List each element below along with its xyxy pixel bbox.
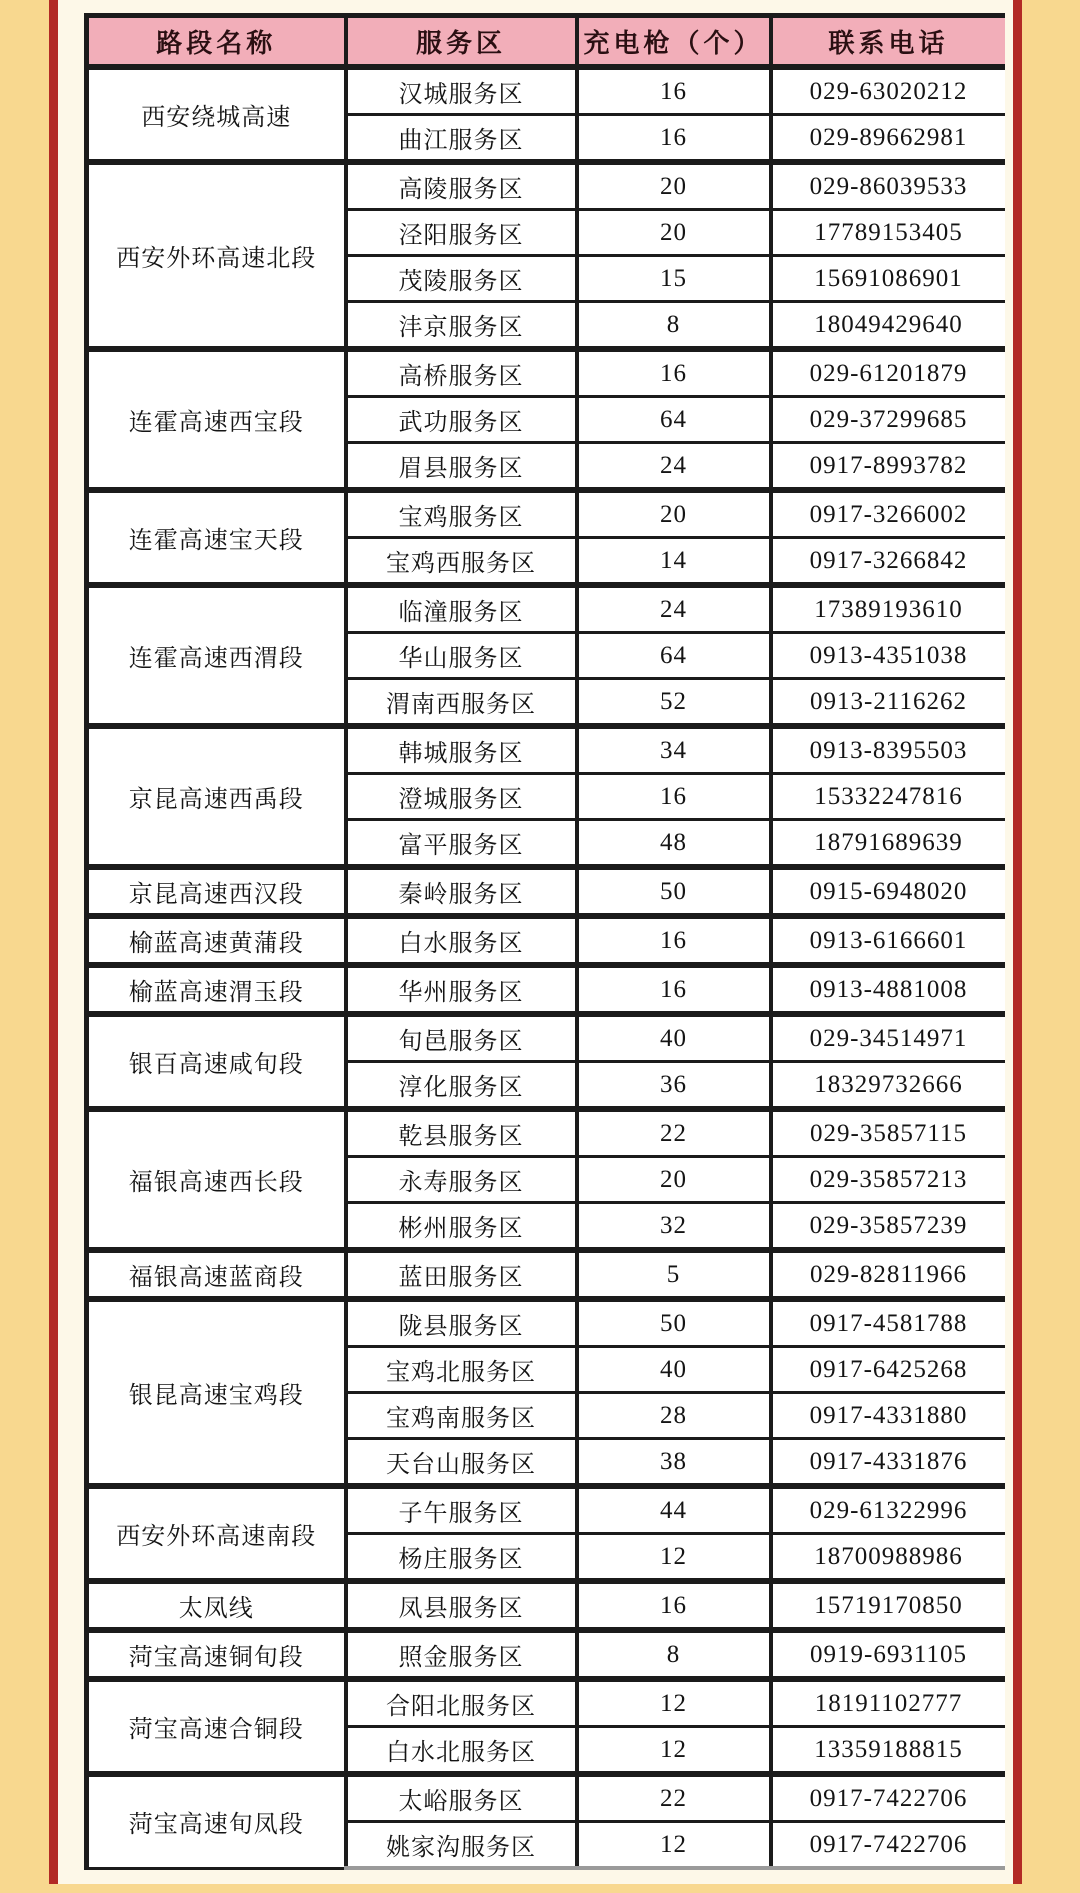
gun-count-cell: 24 [577,585,771,633]
table-row [87,67,1005,115]
contact-phone-cell: 0917-3266002 [771,490,1005,538]
road-section-cell: 菏宝高速旬凤段 [87,1774,346,1868]
gun-count-cell: 16 [577,115,771,163]
table-row [87,1679,1005,1727]
contact-phone-cell: 18700988986 [771,1534,1005,1582]
gun-count-cell: 12 [577,1679,771,1727]
gun-count-cell: 50 [577,867,771,916]
table-row [87,965,1005,1014]
gun-count-cell: 32 [577,1203,771,1251]
gun-count-cell: 20 [577,1157,771,1203]
gun-count-cell: 14 [577,538,771,586]
contact-phone-cell: 029-37299685 [771,397,1005,443]
service-area-cell: 杨庄服务区 [346,1534,577,1582]
table-row [87,916,1005,965]
col-header-service-area: 服务区 [346,16,577,68]
road-section-cell: 菏宝高速铜旬段 [87,1630,346,1679]
gun-count-cell: 12 [577,1822,771,1869]
table-row [87,726,1005,774]
road-section-cell: 榆蓝高速黄蒲段 [87,916,346,965]
service-area-cell: 旬邑服务区 [346,1014,577,1062]
charging-stations-table [84,13,1005,1870]
contact-phone-cell: 0913-2116262 [771,679,1005,727]
gun-count-cell: 20 [577,210,771,256]
service-area-cell: 富平服务区 [346,820,577,868]
gun-count-cell: 44 [577,1486,771,1534]
table-row [87,585,1005,633]
road-section-cell: 西安外环高速北段 [87,162,346,349]
road-section-cell: 连霍高速西宝段 [87,349,346,490]
service-area-cell: 蓝田服务区 [346,1250,577,1299]
service-area-cell: 陇县服务区 [346,1299,577,1347]
gun-count-cell: 16 [577,965,771,1014]
table-row [87,1014,1005,1062]
service-area-cell: 汉城服务区 [346,67,577,115]
service-area-cell: 宝鸡服务区 [346,490,577,538]
gun-count-cell: 64 [577,397,771,443]
service-area-cell: 宝鸡南服务区 [346,1393,577,1439]
contact-phone-cell: 18791689639 [771,820,1005,868]
gun-count-cell: 5 [577,1250,771,1299]
service-area-cell: 淳化服务区 [346,1062,577,1110]
service-area-cell: 茂陵服务区 [346,256,577,302]
gun-count-cell: 52 [577,679,771,727]
service-area-cell: 韩城服务区 [346,726,577,774]
road-section-cell: 银百高速咸旬段 [87,1014,346,1109]
service-area-cell: 临潼服务区 [346,585,577,633]
table-row [87,1109,1005,1157]
contact-phone-cell: 029-35857239 [771,1203,1005,1251]
contact-phone-cell: 0913-6166601 [771,916,1005,965]
service-area-cell: 合阳北服务区 [346,1679,577,1727]
contact-phone-cell: 0913-8395503 [771,726,1005,774]
service-area-cell: 宝鸡北服务区 [346,1347,577,1393]
road-section-cell: 福银高速西长段 [87,1109,346,1250]
service-area-cell: 澄城服务区 [346,774,577,820]
col-header-contact-phone: 联系电话 [771,16,1005,68]
road-section-cell: 榆蓝高速渭玉段 [87,965,346,1014]
road-section-cell: 福银高速蓝商段 [87,1250,346,1299]
table-row [87,1581,1005,1630]
service-area-cell: 泾阳服务区 [346,210,577,256]
road-section-cell: 西安绕城高速 [87,67,346,162]
service-area-cell: 白水北服务区 [346,1727,577,1775]
gun-count-cell: 12 [577,1534,771,1582]
service-area-cell: 渭南西服务区 [346,679,577,727]
table-row [87,490,1005,538]
gun-count-cell: 40 [577,1014,771,1062]
service-area-cell: 子午服务区 [346,1486,577,1534]
service-area-cell: 沣京服务区 [346,302,577,350]
gun-count-cell: 38 [577,1439,771,1487]
contact-phone-cell: 029-63020212 [771,67,1005,115]
contact-phone-cell: 18191102777 [771,1679,1005,1727]
contact-phone-cell: 0913-4881008 [771,965,1005,1014]
contact-phone-cell: 029-89662981 [771,115,1005,163]
service-area-cell: 天台山服务区 [346,1439,577,1487]
contact-phone-cell: 029-35857213 [771,1157,1005,1203]
service-area-cell: 永寿服务区 [346,1157,577,1203]
service-area-cell: 华山服务区 [346,633,577,679]
service-area-cell: 秦岭服务区 [346,867,577,916]
table-row [87,1250,1005,1299]
contact-phone-cell: 15719170850 [771,1581,1005,1630]
gun-count-cell: 16 [577,916,771,965]
contact-phone-cell: 029-34514971 [771,1014,1005,1062]
col-header-charging-guns: 充电枪（个） [577,16,771,68]
table-header [87,16,1005,68]
contact-phone-cell: 029-82811966 [771,1250,1005,1299]
gun-count-cell: 36 [577,1062,771,1110]
service-area-cell: 眉县服务区 [346,443,577,491]
contact-phone-cell: 0917-8993782 [771,443,1005,491]
road-section-cell: 连霍高速西渭段 [87,585,346,726]
gun-count-cell: 24 [577,443,771,491]
contact-phone-cell: 029-35857115 [771,1109,1005,1157]
gun-count-cell: 22 [577,1109,771,1157]
table-row [87,349,1005,397]
service-area-cell: 乾县服务区 [346,1109,577,1157]
service-area-cell: 华州服务区 [346,965,577,1014]
contact-phone-cell: 15691086901 [771,256,1005,302]
service-area-cell: 白水服务区 [346,916,577,965]
service-area-cell: 宝鸡西服务区 [346,538,577,586]
contact-phone-cell: 18049429640 [771,302,1005,350]
gun-count-cell: 34 [577,726,771,774]
contact-phone-cell: 0917-4331880 [771,1393,1005,1439]
service-area-cell: 高桥服务区 [346,349,577,397]
col-header-road-section: 路段名称 [87,16,346,68]
table-row [87,867,1005,916]
contact-phone-cell: 029-86039533 [771,162,1005,210]
table-row [87,1774,1005,1822]
contact-phone-cell: 18329732666 [771,1062,1005,1110]
gun-count-cell: 48 [577,820,771,868]
table-body [87,67,1005,1868]
contact-phone-cell: 0917-4581788 [771,1299,1005,1347]
road-section-cell: 银昆高速宝鸡段 [87,1299,346,1486]
contact-phone-cell: 0917-6425268 [771,1347,1005,1393]
service-area-cell: 彬州服务区 [346,1203,577,1251]
contact-phone-cell: 029-61322996 [771,1486,1005,1534]
table-row [87,1630,1005,1679]
gun-count-cell: 16 [577,67,771,115]
contact-phone-cell: 13359188815 [771,1727,1005,1775]
gun-count-cell: 8 [577,302,771,350]
gun-count-cell: 16 [577,774,771,820]
road-section-cell: 太凤线 [87,1581,346,1630]
gun-count-cell: 40 [577,1347,771,1393]
contact-phone-cell: 17789153405 [771,210,1005,256]
road-section-cell: 西安外环高速南段 [87,1486,346,1581]
table-row [87,1299,1005,1347]
service-area-cell: 姚家沟服务区 [346,1822,577,1869]
road-section-cell: 连霍高速宝天段 [87,490,346,585]
contact-phone-cell: 029-61201879 [771,349,1005,397]
gun-count-cell: 16 [577,349,771,397]
gun-count-cell: 22 [577,1774,771,1822]
contact-phone-cell: 0917-4331876 [771,1439,1005,1487]
contact-phone-cell: 15332247816 [771,774,1005,820]
contact-phone-cell: 0919-6931105 [771,1630,1005,1679]
contact-phone-cell: 0917-7422706 [771,1822,1005,1869]
gun-count-cell: 15 [577,256,771,302]
contact-phone-cell: 0917-7422706 [771,1774,1005,1822]
service-area-cell: 凤县服务区 [346,1581,577,1630]
gun-count-cell: 50 [577,1299,771,1347]
road-section-cell: 京昆高速西汉段 [87,867,346,916]
contact-phone-cell: 17389193610 [771,585,1005,633]
road-section-cell: 京昆高速西禹段 [87,726,346,867]
gun-count-cell: 20 [577,162,771,210]
header-row [87,16,1005,68]
gun-count-cell: 20 [577,490,771,538]
service-area-cell: 武功服务区 [346,397,577,443]
service-area-cell: 照金服务区 [346,1630,577,1679]
service-area-cell: 太峪服务区 [346,1774,577,1822]
gun-count-cell: 16 [577,1581,771,1630]
contact-phone-cell: 0917-3266842 [771,538,1005,586]
content-panel [49,0,1022,1884]
gun-count-cell: 64 [577,633,771,679]
gun-count-cell: 8 [577,1630,771,1679]
road-section-cell: 菏宝高速合铜段 [87,1679,346,1774]
service-area-cell: 曲江服务区 [346,115,577,163]
service-area-cell: 高陵服务区 [346,162,577,210]
contact-phone-cell: 0915-6948020 [771,867,1005,916]
table-row [87,1486,1005,1534]
gun-count-cell: 12 [577,1727,771,1775]
gun-count-cell: 28 [577,1393,771,1439]
contact-phone-cell: 0913-4351038 [771,633,1005,679]
table-row [87,162,1005,210]
